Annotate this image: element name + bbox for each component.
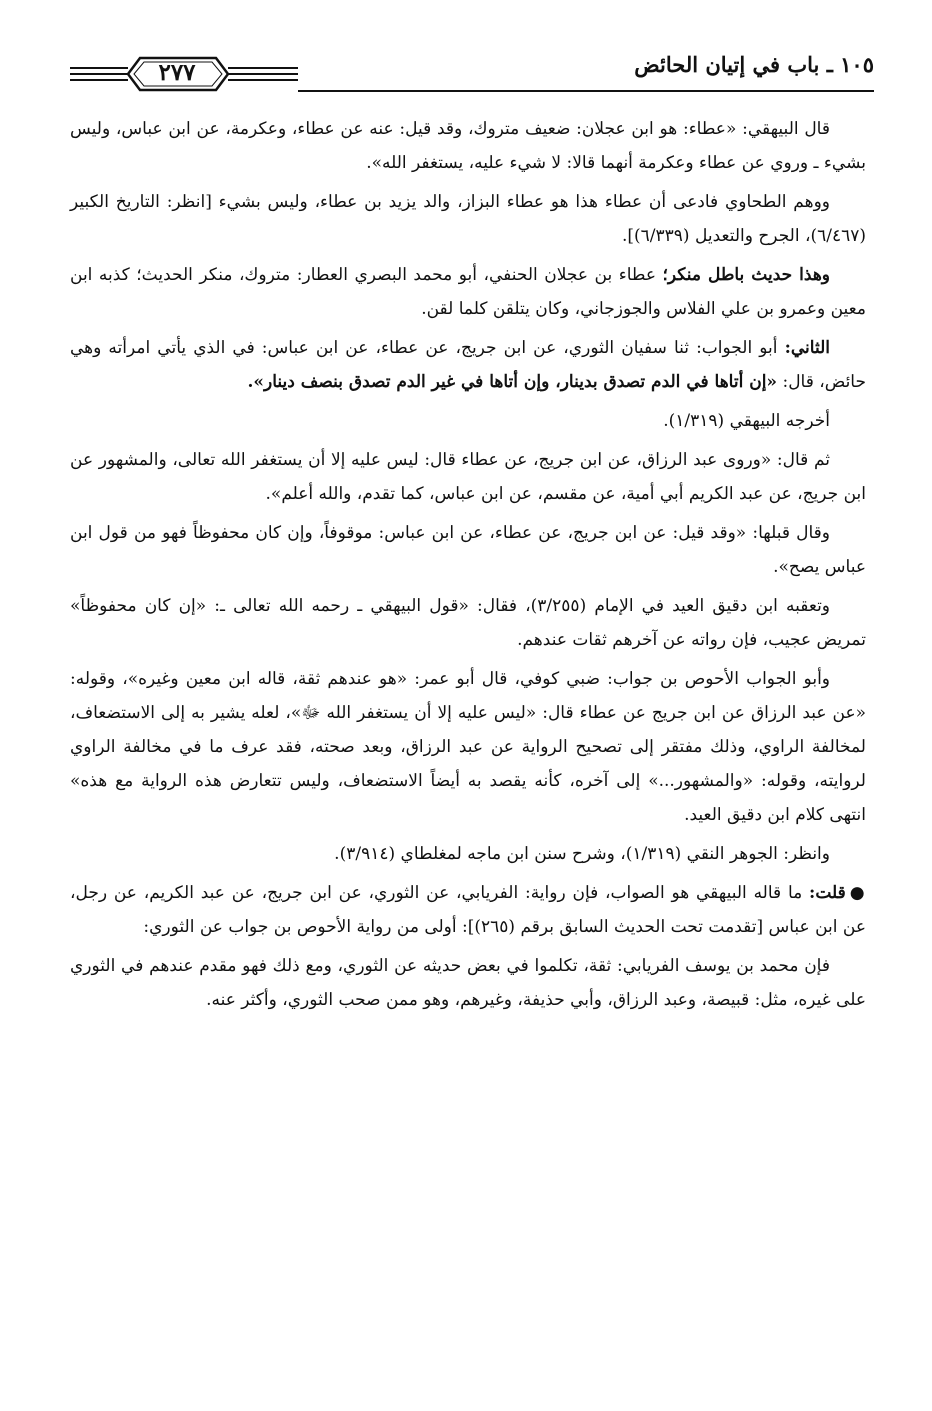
running-header [68, 50, 874, 100]
chapter-title: ١٠٥ ـ باب في إتيان الحائض [634, 52, 874, 77]
paragraph-takhrij [70, 404, 866, 438]
paragraph-tahawi [70, 185, 866, 253]
paragraph-bayhaqi-ata [70, 112, 866, 180]
paragraph-text: ثم قال: «وروى عبد الرزاق، عن ابن جريج، عن عطاء قال: ليس عليه إلا أن يستغفر الله تعالى، والمشهور عن ابن جريج، عن عبد الكريم أبي أمية، عن مقسم، عن ابن عباس، كما تقدم، والله أعلم». [70, 450, 866, 504]
paragraph-see-also [70, 837, 866, 871]
paragraph-abu-al-jawwab [70, 662, 866, 832]
paragraph-mawquf [70, 516, 866, 584]
page-number-ornament [68, 50, 298, 100]
paragraph-text: عطاء بن عجلان الحنفي، أبو محمد البصري العطار: متروك، منكر الحديث؛ كذبه ابن معين وعمرو بن علي الفلاس والجوزجاني، وكان يتلقن كلما لقن. [70, 265, 866, 319]
hadith-text-bold: «إن أتاها في الدم تصدق بدينار، وإن أتاها في غير الدم تصدق بنصف دينار». [247, 372, 778, 392]
paragraph-text: فإن محمد بن يوسف الفريابي: ثقة، تكلموا في بعض حديثه عن الثوري، ومع ذلك فهو مقدم عندهم في الثوري على غيره، مثل: قبيصة، وعبد الرزاق، وأبي حذيفة، وغيرهم، وهو ممن صحب الثوري، وأكثر عنه. [70, 956, 866, 1010]
paragraph-hadith-munkar [70, 258, 866, 326]
paragraph-abd-al-razzaq [70, 443, 866, 511]
paragraph-bold-lead: الثاني: [784, 338, 830, 358]
paragraph-text: وأبو الجواب الأحوص بن جواب: ضبي كوفي، قال أبو عمر: «هو عندهم ثقة، قاله ابن معين وغيره»، وقوله: «عن عبد الرزاق عن ابن جريج عن عطاء قال: «ليس عليه إلا أن يستغفر الله ﷻ»، لعله يشير به إلى الاستضعاف، لمخالفة الراوي، وذلك مفتقر إلى تصحيح الرواية عن عبد الرزاق، وبعد صحته، فقد عرف ما في مخالفة الراوي لروايته، وقوله: «والمشهور...» إلى آخره، كأنه يقصد به أيضاً الاستضعاف، وليس تتعارض هذه الرواية مع هذه» انتهى كلام ابن دقيق العيد. [70, 669, 866, 825]
bullet-marker-icon: ● [849, 883, 866, 903]
paragraph-text: أخرجه البيهقي (١/٣١٩). [663, 411, 830, 431]
paragraph-text: ما قاله البيهقي هو الصواب، فإن رواية: الفريابي، عن الثوري، عن ابن جريج، عن عبد الكريم، عن رجل، عن ابن عباس [تقدمت تحت الحديث السابق برقم (٢٦٥)]: أولى من رواية الأحوص بن جواب عن الثوري: [70, 883, 866, 937]
paragraph-text: وانظر: الجوهر النقي (١/٣١٩)، وشرح سنن ابن ماجه لمغلطاي (٣/٩١٤). [334, 844, 830, 864]
paragraph-text: وقال قبلها: «وقد قيل: عن ابن جريج، عن عطاء، عن ابن عباس: موقوفاً، وإن كان محفوظاً فهو من قول ابن عباس يصح». [70, 523, 866, 577]
page-number: ٢٧٧ [158, 59, 196, 86]
paragraph-faryabi [70, 949, 866, 1017]
paragraph-text: أبو الجواب: ثنا سفيان الثوري، عن ابن جريج، عن عطاء، عن ابن عباس: في الذي يأتي امرأته وهي حائض، قال: [70, 338, 866, 392]
paragraph-ibn-daqiq [70, 589, 866, 657]
paragraph-bold-lead: قلت: [809, 883, 846, 903]
paragraph-text: ووهم الطحاوي فادعى أن عطاء هذا هو عطاء البزاز، والد يزيد بن عطاء، وليس بشيء [انظر: التاريخ الكبير (٦/٤٦٧)، الجرح والتعديل (٦/٣٣٩)]. [70, 192, 866, 246]
paragraph-qultu [70, 876, 866, 944]
paragraph-second-narration [70, 331, 866, 399]
paragraph-bold-lead: وهذا حديث باطل منكر؛ [662, 265, 830, 285]
paragraph-text: قال البيهقي: «عطاء: هو ابن عجلان: ضعيف متروك، وقد قيل: عنه عن عطاء، وعكرمة، عن ابن عباس، وليس بشيء ـ وروي عن عطاء وعكرمة أنهما قالا: لا شيء عليه، يستغفر الله». [70, 119, 866, 173]
paragraph-text: وتعقبه ابن دقيق العيد في الإمام (٣/٢٥٥)، فقال: «قول البيهقي ـ رحمه الله تعالى ـ: «إن كان محفوظاً» تمريض عجيب، فإن رواته عن آخرهم ثقات عندهم. [70, 596, 866, 650]
header-rule [298, 90, 874, 92]
page-body [70, 112, 866, 1022]
